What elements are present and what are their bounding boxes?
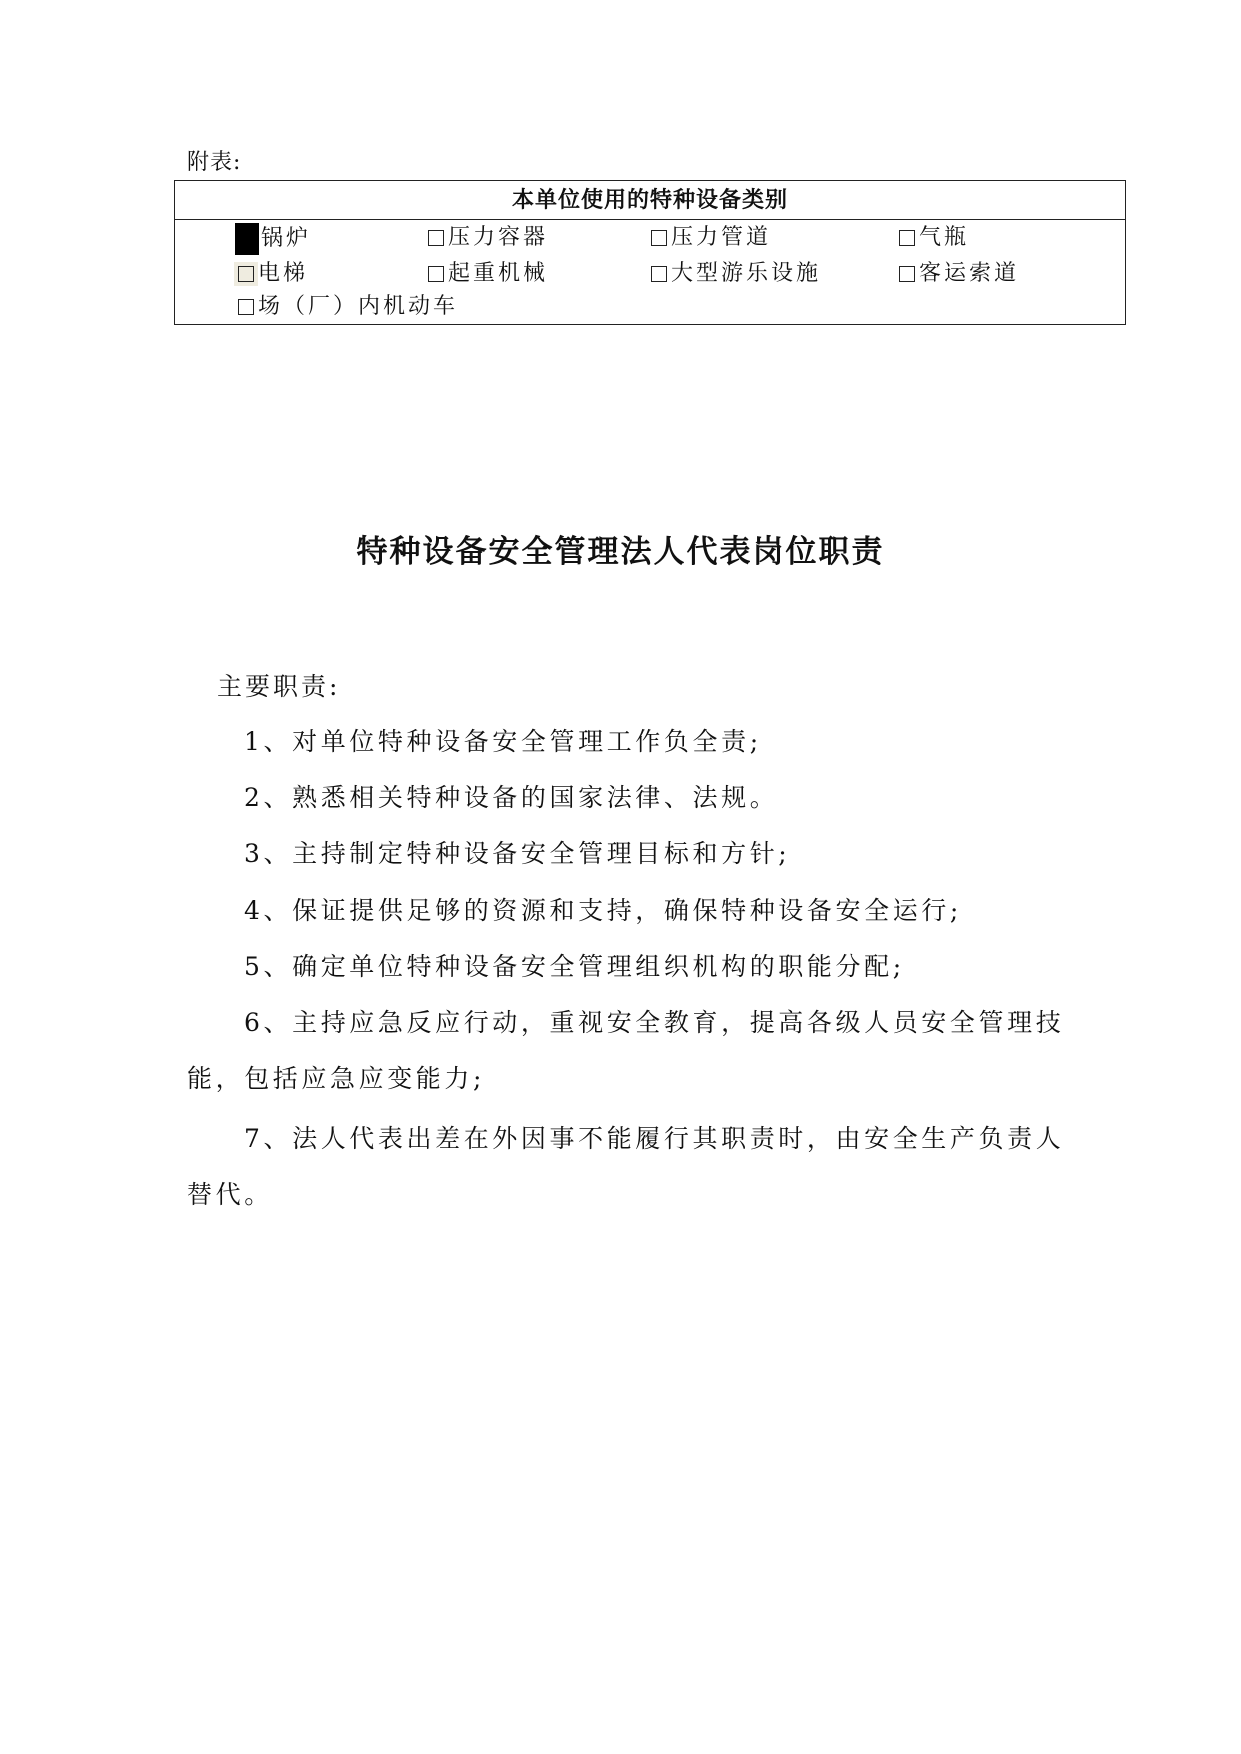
duty-item: 4、保证提供足够的资源和支持，确保特种设备安全运行; xyxy=(244,896,962,925)
option-label: 起重机械 xyxy=(448,261,549,286)
checkbox-icon[interactable] xyxy=(428,266,444,282)
option-gas-cylinder[interactable] xyxy=(896,223,969,253)
option-label: 压力管道 xyxy=(671,225,772,250)
option-label: 大型游乐设施 xyxy=(671,261,822,286)
checkbox-icon[interactable] xyxy=(651,266,667,282)
option-lifting-machinery[interactable] xyxy=(425,259,548,289)
option-pressure-pipeline[interactable] xyxy=(648,223,771,253)
table-header: 本单位使用的特种设备类别 xyxy=(175,181,1125,220)
duty-item: 1、对单位特种设备安全管理工作负全责; xyxy=(244,727,762,756)
checkbox-icon[interactable] xyxy=(238,266,254,282)
appendix-label: 附表: xyxy=(187,150,242,175)
equipment-category-table xyxy=(174,180,1126,325)
section-heading: 主要职责: xyxy=(217,672,341,701)
option-passenger-ropeway[interactable] xyxy=(896,259,1019,289)
option-label: 客运索道 xyxy=(919,261,1020,286)
checkbox-icon[interactable] xyxy=(238,299,254,315)
checkbox-icon[interactable] xyxy=(899,266,915,282)
option-pressure-vessel[interactable] xyxy=(425,223,548,253)
option-label: 电梯 xyxy=(258,261,309,286)
checkbox-icon[interactable] xyxy=(651,230,667,246)
checkbox-icon[interactable] xyxy=(428,230,444,246)
duty-item: 6、主持应急反应行动，重视安全教育，提高各级人员安全管理技能，包括应急应变能力; xyxy=(187,1008,1065,1093)
option-elevator[interactable] xyxy=(235,259,308,289)
option-label: 压力容器 xyxy=(448,225,549,250)
option-label: 气瓶 xyxy=(919,225,970,250)
option-label: 场（厂）内机动车 xyxy=(258,294,459,319)
option-amusement-facilities[interactable] xyxy=(648,259,821,289)
document-title: 特种设备安全管理法人代表岗位职责 xyxy=(356,534,885,570)
option-label: 锅炉 xyxy=(261,226,312,251)
duty-item: 2、熟悉相关特种设备的国家法律、法规。 xyxy=(244,783,779,812)
checkbox-icon[interactable] xyxy=(899,230,915,246)
duty-item: 5、确定单位特种设备安全管理组织机构的职能分配; xyxy=(244,952,905,981)
option-boiler[interactable] xyxy=(235,223,311,255)
checkbox-checked-icon[interactable] xyxy=(235,223,259,255)
duty-item: 3、主持制定特种设备安全管理目标和方针; xyxy=(244,839,791,868)
option-site-vehicles[interactable] xyxy=(235,292,458,322)
duty-item: 7、法人代表出差在外因事不能履行其职责时，由安全生产负责人替代。 xyxy=(187,1124,1065,1209)
